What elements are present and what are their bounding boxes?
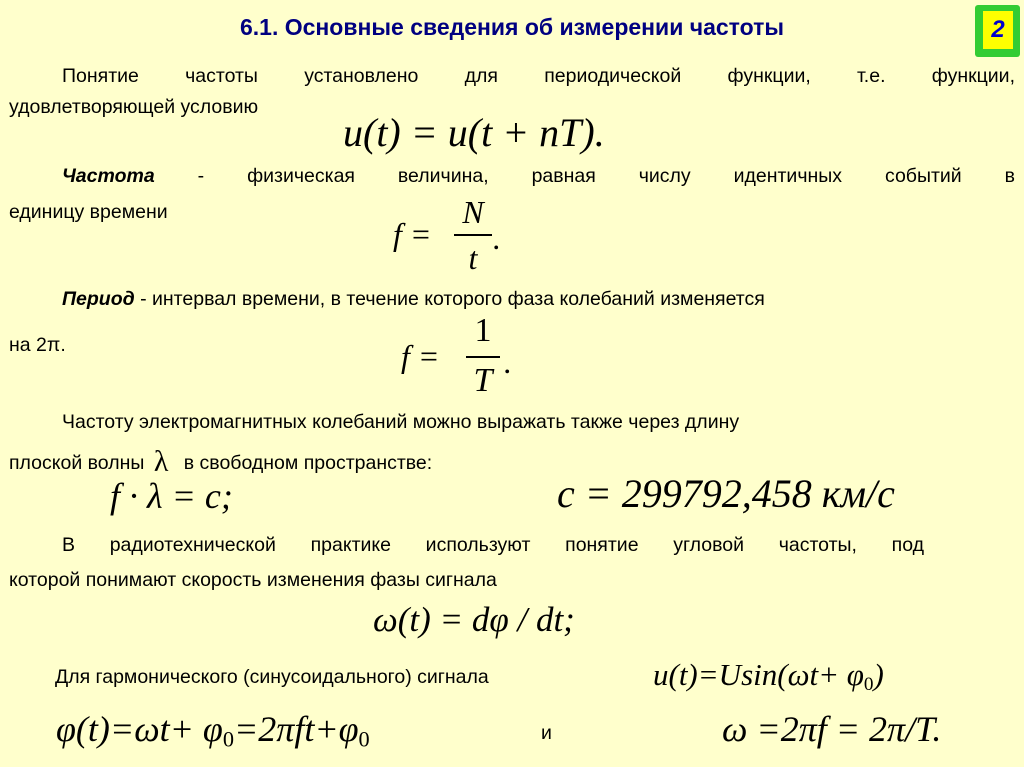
equation-periodicity-text: u(t) = u(t + nT).	[343, 110, 605, 155]
paragraph-frequency-line2: единицу времени	[9, 201, 168, 223]
paragraph-period-line2: на 2π.	[9, 334, 66, 356]
paragraph-frequency-line1	[62, 164, 1015, 188]
period-definition: - интервал времени, в течение которого фаза колебаний изменяется	[134, 288, 765, 310]
page-number: 2	[983, 11, 1013, 49]
wavelength-text-a: плоской волны	[9, 452, 145, 474]
fraction-bar	[454, 234, 492, 236]
equation-periodicity	[343, 110, 605, 155]
lambda-symbol: λ	[153, 445, 169, 478]
paragraph-wavelength-line1: Частоту электромагнитных колебаний можно выражать также через длину	[62, 411, 740, 433]
equation-period-fraction	[466, 314, 500, 404]
fraction-bar	[466, 356, 500, 358]
paragraph-wavelength-line2	[9, 447, 432, 477]
conjunction-and: и	[541, 722, 552, 744]
equation-phase: $\varphi(t)=\omega t+ \varphi_0=2\pi ft+\varphi_0$	[56, 709, 370, 752]
term-frequency: Частота	[62, 165, 155, 187]
equation-frequency-fraction	[454, 196, 492, 286]
wavelength-text-b: в свободном пространстве:	[183, 452, 433, 474]
fraction-numerator-1: 1	[474, 312, 492, 349]
equation-omega: ω =2πf = 2π/T.	[722, 709, 942, 749]
page-number-badge	[975, 5, 1020, 57]
slide-title: 6.1. Основные сведения об измерении частоты	[239, 14, 784, 40]
fraction-denominator-t: t	[468, 240, 478, 276]
equation-angular-frequency: ω(t) = dφ / dt;	[373, 600, 575, 639]
fraction-denominator-T: T	[473, 362, 493, 399]
equation-wavelength: f · λ = c;	[110, 476, 233, 516]
paragraph-periodic-line1: Понятие частоты установлено для периодической функции, т.е. функции,	[62, 65, 1015, 87]
equation-period-lhs: f =	[401, 338, 440, 374]
paragraph-angular-line1: В радиотехнической практике используют понятие угловой частоты, под	[62, 534, 924, 556]
equation-period-tail: .	[504, 344, 512, 380]
equation-speed-of-light: c = 299792,458 км/c	[557, 471, 895, 516]
paragraph-period-line1	[62, 287, 765, 311]
paragraph-angular-line2: которой понимают скорость изменения фазы сигнала	[9, 569, 497, 591]
equation-harmonic-signal: $u(t)=Usin(\omega t+ \varphi_0)$	[653, 657, 884, 695]
fraction-numerator-n: N	[462, 194, 484, 230]
paragraph-harmonic: Для гармонического (синусоидального) сигнала	[55, 666, 489, 688]
paragraph-periodic-line2: удовлетворяющей условию	[9, 96, 259, 118]
frequency-definition: - физическая величина, равная числу идентичных событий в	[154, 165, 1015, 187]
term-period: Период	[62, 288, 135, 310]
equation-frequency-lhs: f =	[393, 216, 432, 252]
equation-frequency-tail: .	[493, 220, 501, 256]
